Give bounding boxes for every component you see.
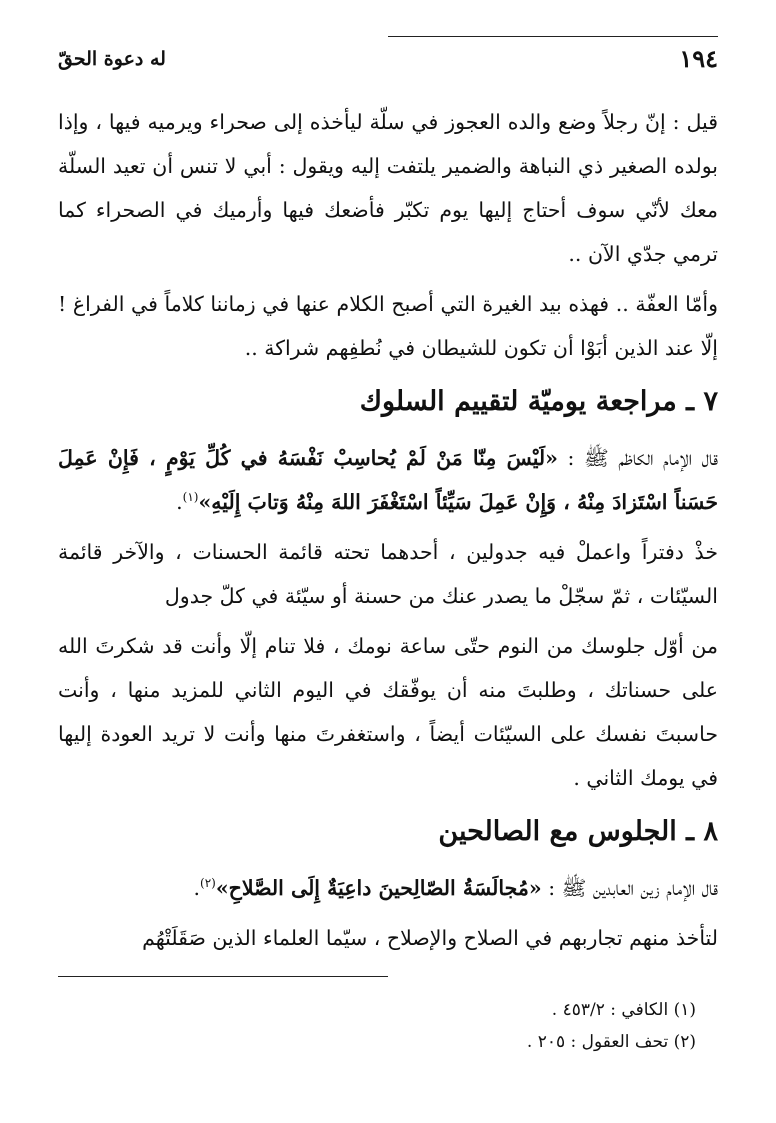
hadith-paragraph-8 [58,866,718,910]
page-body [58,100,718,966]
hadith-intro: قال الإمام زين العابدين ﷺ : [541,876,718,900]
hadith-paragraph-7 [58,436,718,524]
paragraph: لتأخذ منهم تجاربهم في الصلاح والإصلاح ، سيّما العلماء الذين صَقَلَتْهُم [142,926,718,950]
paragraph: خذْ دفتراً واعملْ فيه جدولين ، أحدهما تحته قائمة الحسنات ، والآخر قائمة السيّئات ، ثمّ سجّلْ ما يصدر عنك من حسنة أو سيّئة في كلّ جدول [58,540,718,608]
hadith-tail: . [176,490,183,514]
section-heading-7: ٧ ـ مراجعة يوميّة لتقييم السلوك [359,386,718,417]
paragraph: قيل : إنّ رجلاً وضع والده العجوز في سلّة ليأخذه إلى صحراء ويرميه فيها ، وإذا بولده الصغير ذي النباهة والضمير يلتفت إليه ويقول : أبي لا تنس أن تعيد السلّة معك لأنّي سوف أحتاج إليها يوم تكبّر فأضعك فيها وأرميك في الصحراء كما ترمي جدّي الآن .. [58,110,718,266]
header-rule [388,36,718,37]
page-header [58,36,718,80]
running-title: له دعوة الحقّ [58,48,166,70]
footnote: (٢) تحف العقول : ٢٠٥ . [526,1032,696,1052]
footnote-ref[interactable]: (١) [182,490,199,505]
footnote: (١) الكافي : ٤٥٣/٢ . [551,1000,696,1020]
hadith-intro: قال الإمام الكاظم ﷺ : [557,446,718,470]
footnote-ref[interactable]: (٢) [200,876,216,891]
hadith-tail: . [193,876,201,900]
hadith-quote: «مُجالَسَةُ الصّالِحينَ داعِيَةٌ إِلَى الصَّلاحِ» [215,876,542,900]
section-heading-8: ٨ ـ الجلوس مع الصالحين [438,816,718,847]
footnote-rule [58,976,388,977]
page-number: ١٩٤ [679,44,718,73]
footnotes [527,994,696,1058]
paragraph: وأمّا العفّة .. فهذه بيد الغيرة التي أصبح الكلام عنها في زماننا كلاماً في الفراغ ! إلّا عند الذين أبَوْا أن تكون للشيطان في نُطفِهم شراكة .. [58,292,718,360]
paragraph: من أوّل جلوسك من النوم حتّى ساعة نومك ، فلا تنام إلّا وأنت قد شكرتَ الله على حسناتك ، وطلبتَ منه أن يوفّقك في اليوم الثاني للمزيد منها ، وأنت حاسبتَ نفسك على السيّئات أيضاً ، واستغفرتَ منها وأنت لا تريد العودة إليها في يومك الثاني . [58,634,718,790]
hadith-quote: «لَيْسَ مِنّا مَنْ لَمْ يُحاسِبْ نَفْسَهُ في كُلِّ يَوْمٍ ، فَإِنْ عَمِلَ حَسَناً اسْتَزادَ مِنْهُ ، وَإِنْ عَمِلَ سَيِّئاً اسْتَغْفَرَ اللهَ مِنْهُ وَتابَ إِلَيْهِ» [58,446,718,514]
